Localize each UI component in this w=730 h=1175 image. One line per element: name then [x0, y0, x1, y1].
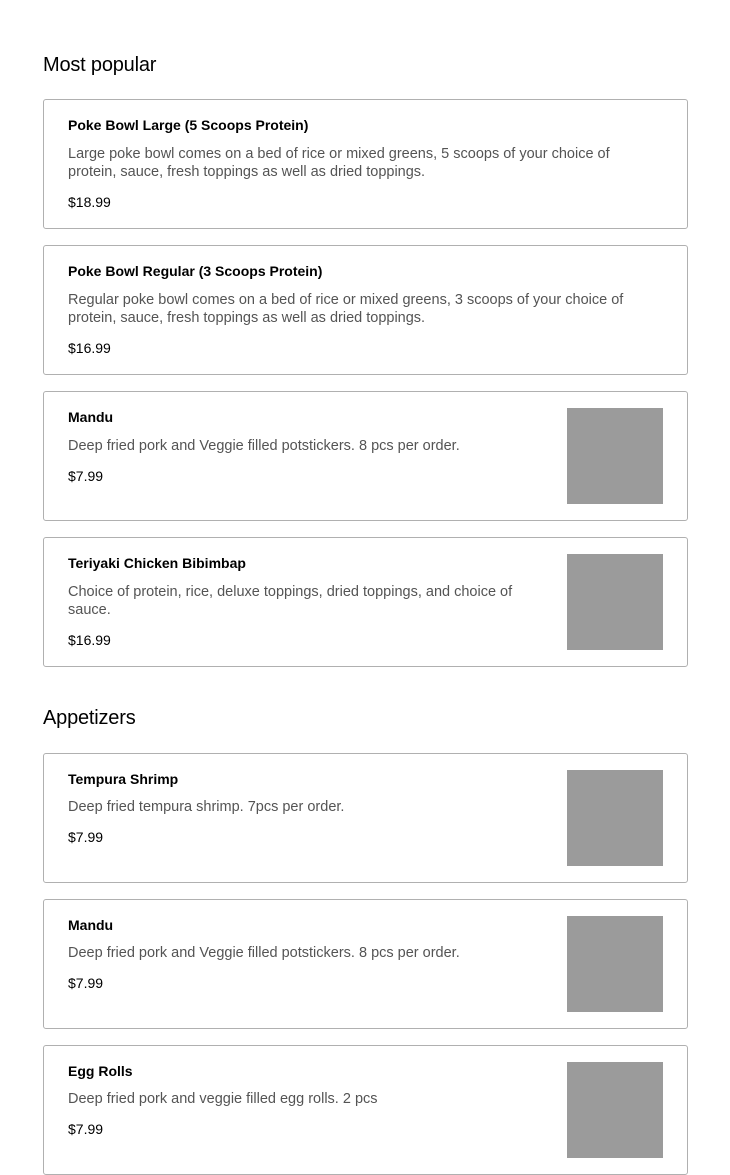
- menu-item-image: [567, 916, 663, 1012]
- menu-item-card[interactable]: [43, 537, 688, 667]
- menu-item-description: Deep fried pork and veggie filled egg rolls. 2 pcs: [68, 1091, 378, 1107]
- menu-item-price: $7.99: [68, 975, 104, 991]
- menu-item-description: Large poke bowl comes on a bed of rice or mixed greens, 5 scoops of your choice of protein, sauce, fresh toppings as well as dried toppings.: [68, 146, 610, 180]
- menu-item-name: Egg Rolls: [68, 1063, 133, 1079]
- section-title-appetizers: Appetizers: [43, 707, 136, 729]
- menu-item-image: [567, 408, 663, 504]
- menu-item-card[interactable]: [43, 753, 688, 883]
- menu-item-card[interactable]: [43, 391, 688, 521]
- menu-item-image: [567, 554, 663, 650]
- menu-item-description: Deep fried pork and Veggie filled potstickers. 8 pcs per order.: [68, 438, 460, 454]
- menu-item-description: Deep fried pork and Veggie filled potstickers. 8 pcs per order.: [68, 945, 460, 961]
- menu-item-description: Regular poke bowl comes on a bed of rice or mixed greens, 3 scoops of your choice of protein, sauce, fresh toppings as well as dried toppings.: [68, 292, 624, 326]
- menu-item-price: $7.99: [68, 468, 104, 484]
- menu-item-description: Choice of protein, rice, deluxe toppings, dried toppings, and choice of sauce.: [68, 584, 513, 618]
- menu-item-card[interactable]: [43, 99, 688, 229]
- menu-item-description: Deep fried tempura shrimp. 7pcs per order.: [68, 799, 345, 815]
- menu-item-card[interactable]: [43, 245, 688, 375]
- menu-item-price: $18.99: [68, 194, 111, 210]
- menu-item-name: Poke Bowl Regular (3 Scoops Protein): [68, 263, 323, 279]
- menu-item-name: Mandu: [68, 409, 114, 425]
- menu-item-name: Tempura Shrimp: [68, 771, 179, 787]
- menu-item-name: Mandu: [68, 917, 114, 933]
- menu-item-price: $16.99: [68, 340, 111, 356]
- menu-item-card[interactable]: [43, 899, 688, 1029]
- section-title-most-popular: Most popular: [43, 54, 157, 76]
- menu-item-price: $7.99: [68, 829, 104, 845]
- menu-item-image: [567, 770, 663, 866]
- menu-item-price: $16.99: [68, 632, 111, 648]
- menu-item-name: Poke Bowl Large (5 Scoops Protein): [68, 117, 309, 133]
- menu-item-price: $7.99: [68, 1121, 104, 1137]
- menu-item-card[interactable]: [43, 1045, 688, 1175]
- menu-item-name: Teriyaki Chicken Bibimbap: [68, 555, 246, 571]
- menu-item-image: [567, 1062, 663, 1158]
